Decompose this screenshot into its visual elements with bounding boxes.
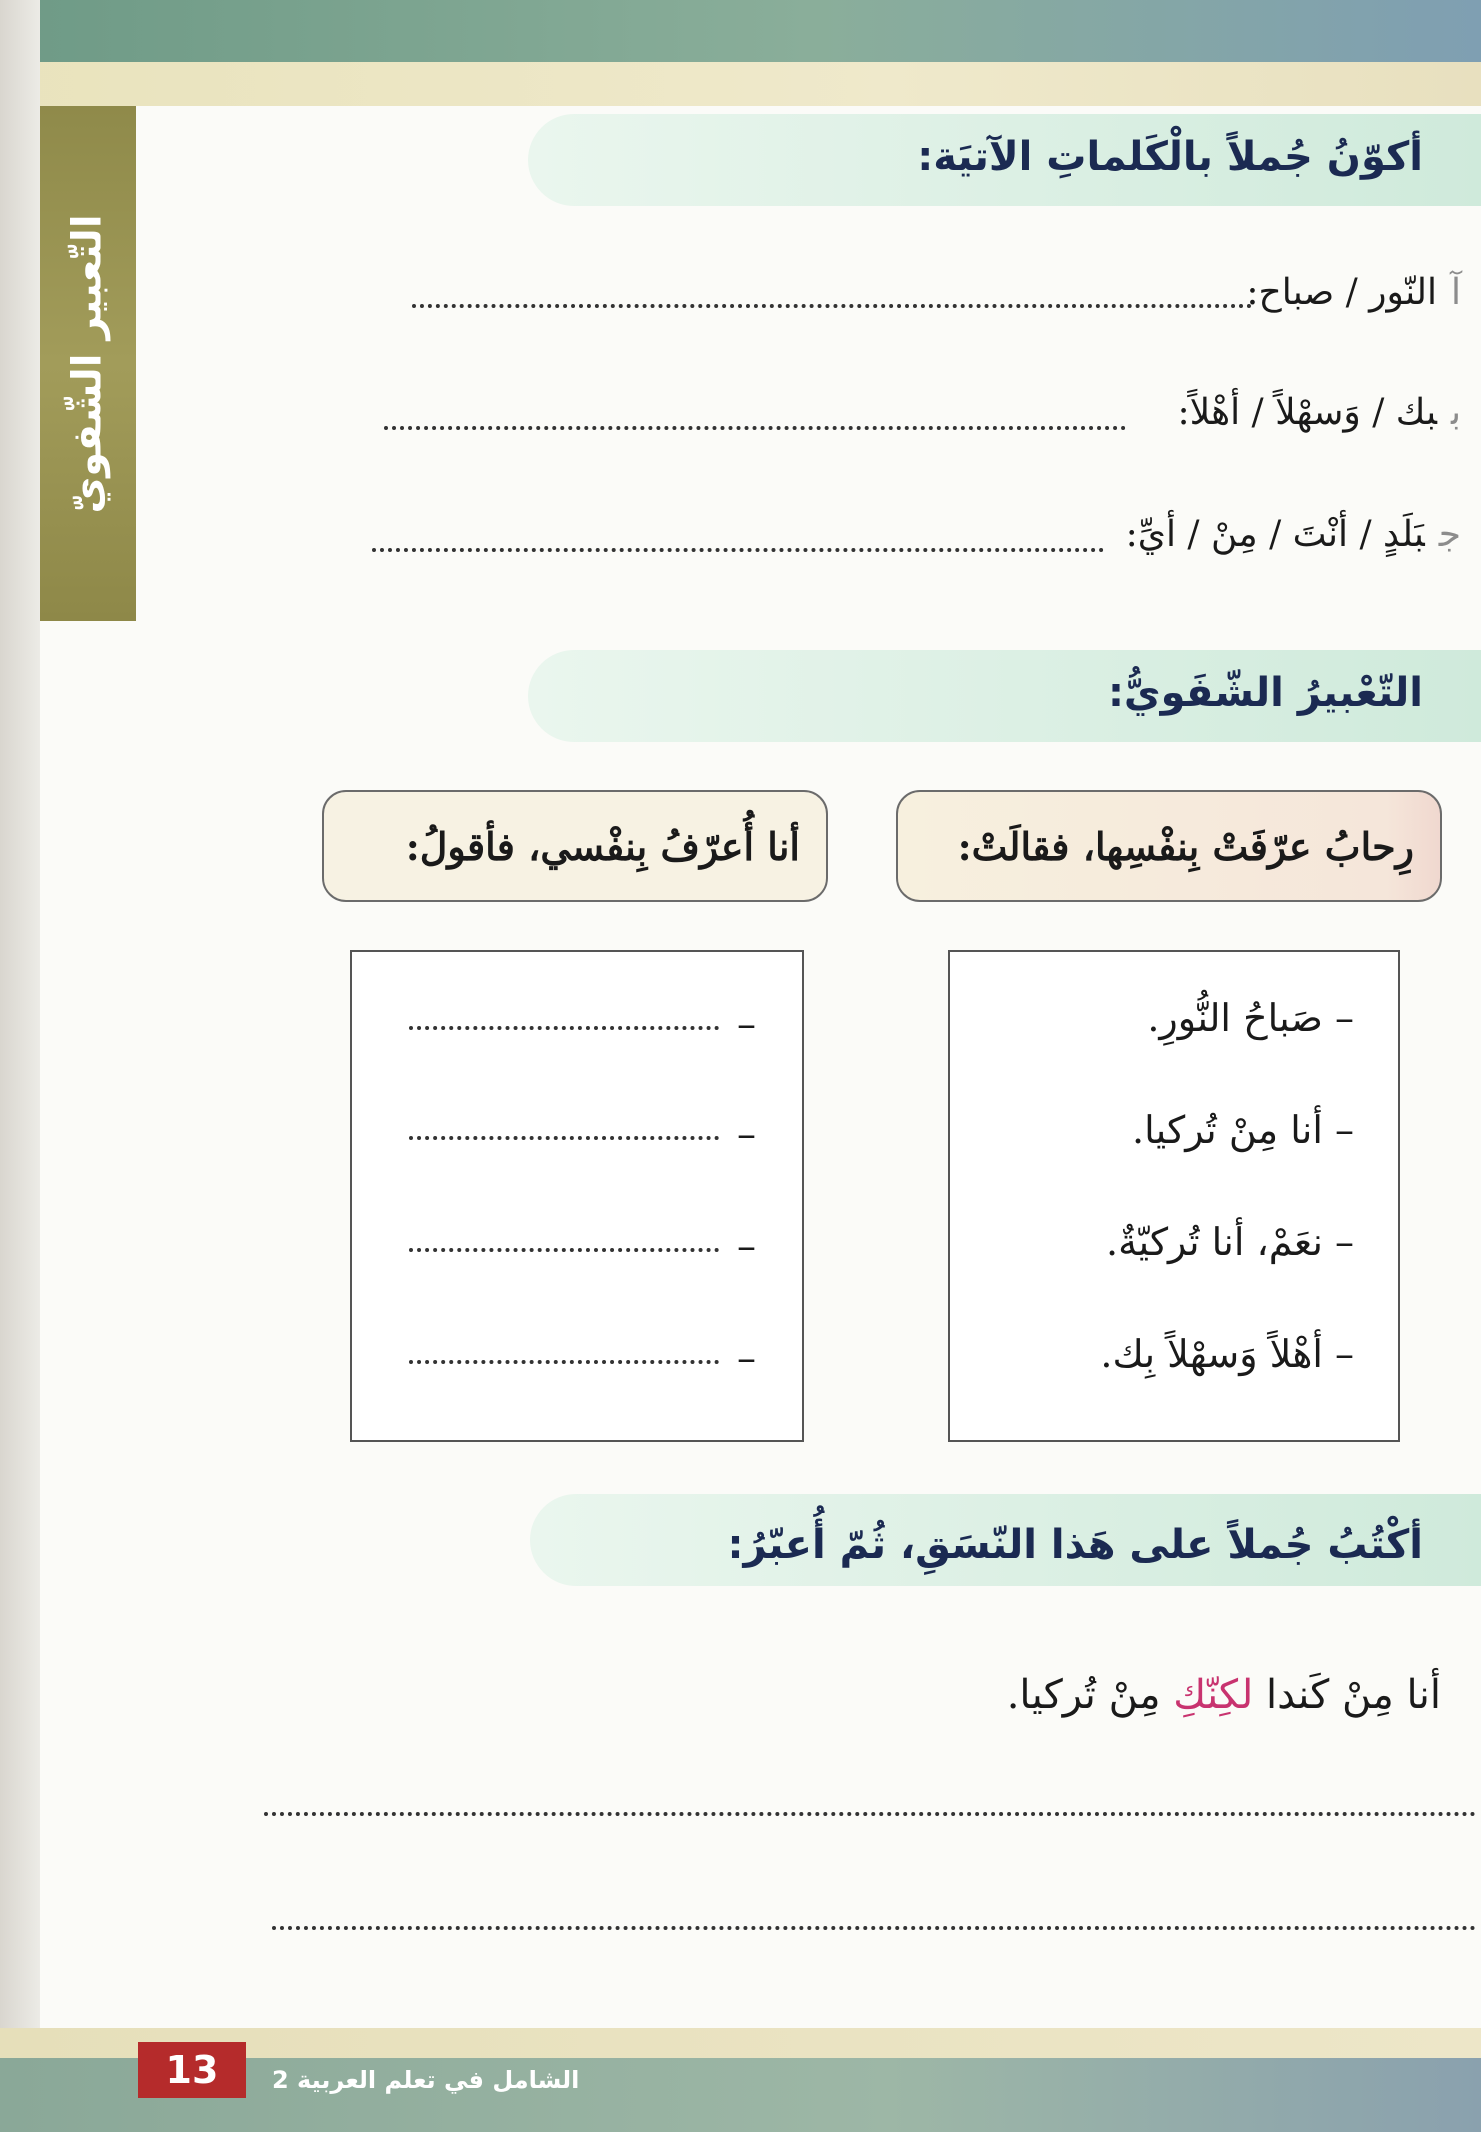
item-words: بَلَدٍ / أنْتَ / مِنْ / أيِّ:: [1125, 514, 1425, 555]
answer-dots[interactable]: [409, 1248, 719, 1252]
example-highlight: لكِنّكِ: [1173, 1672, 1254, 1718]
top-cream-band: [0, 62, 1481, 106]
top-decorative-band: [0, 0, 1481, 62]
example-end: مِنْ تُركيا.: [1006, 1672, 1161, 1718]
item-letter: آ: [1450, 272, 1461, 313]
speech-me-text: أنا أُعرّفُ بِنفْسي، فأقولُ:: [405, 823, 800, 869]
side-tab: [40, 106, 136, 621]
page-number: 13: [138, 2042, 246, 2098]
answer-line-c[interactable]: [372, 548, 1104, 552]
section2-heading: التّعْبيرُ الشّفَويُّ:: [1107, 670, 1423, 716]
exercise-item-b: [1168, 392, 1461, 433]
dialogue-line: – صَباحُ النُّورِ.: [1147, 996, 1354, 1040]
dash: –: [737, 1224, 756, 1268]
speech-bubble-rehab: [896, 790, 1442, 902]
item-words: النّور / صباح:: [1246, 272, 1437, 313]
dialogue-line: – نعَمْ، أنا تُركيّةٌ.: [1106, 1220, 1354, 1264]
dash: –: [737, 1336, 756, 1380]
rehab-dialogue-box: [948, 950, 1400, 1442]
item-letter: ج: [1438, 514, 1461, 555]
answer-row[interactable]: [409, 1224, 756, 1268]
book-title: الشامل في تعلم العربية 2: [272, 2066, 580, 2094]
answer-row[interactable]: [409, 1112, 756, 1156]
example-sentence: [1007, 1672, 1441, 1718]
side-tab-label: التّعبير الشّفويّ: [65, 213, 111, 514]
exercise-item-a: [1236, 272, 1461, 313]
dash: –: [737, 1002, 756, 1046]
dialogue-line: – أنا مِنْ تُركيا.: [1132, 1108, 1354, 1152]
answer-dots[interactable]: [409, 1026, 719, 1030]
section1-heading: أكوّنُ جُملاً بالْكَلماتِ الآتيَة:: [917, 134, 1423, 180]
answer-row[interactable]: [409, 1336, 756, 1380]
answer-line-a[interactable]: [412, 304, 1252, 308]
item-letter: ب: [1450, 392, 1461, 433]
answer-line-1[interactable]: [264, 1812, 1476, 1816]
item-words: بك / وَسهْلاً / أهْلاً:: [1177, 392, 1437, 433]
dialogue-line: – أهْلاً وَسهْلاً بِك.: [1100, 1332, 1354, 1376]
my-dialogue-box: [350, 950, 804, 1442]
page-edge-strip: [0, 0, 40, 2132]
exercise-item-c: [1116, 514, 1461, 555]
answer-row[interactable]: [409, 1002, 756, 1046]
section3-heading: أكْتُبُ جُملاً على هَذا النّسَقِ، ثُمّ أُعبّرُ:: [727, 1522, 1423, 1568]
example-start: أنا مِنْ كَندا: [1266, 1672, 1441, 1718]
answer-line-2[interactable]: [272, 1926, 1476, 1930]
answer-dots[interactable]: [409, 1136, 719, 1140]
answer-line-b[interactable]: [384, 426, 1126, 430]
answer-dots[interactable]: [409, 1360, 719, 1364]
speech-bubble-me: [322, 790, 828, 902]
speech-rehab-text: رِحابُ عرّفَتْ بِنفْسِها، فقالَتْ:: [957, 823, 1414, 869]
dash: –: [737, 1112, 756, 1156]
